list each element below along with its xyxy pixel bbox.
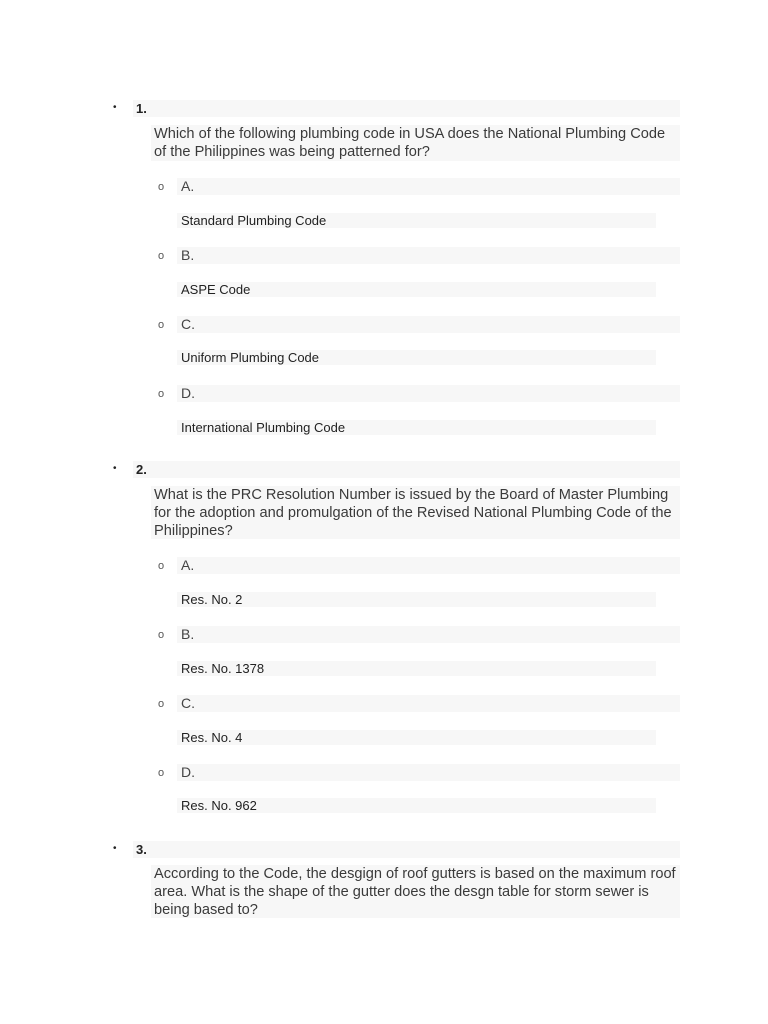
option-letter: C. [181,695,195,711]
question-number: 1. [136,101,147,116]
option-text: Res. No. 2 [181,592,243,607]
option-text-row [177,592,656,607]
option-letter-row [177,247,680,264]
option-bullet: o [158,181,165,193]
option-letter-row [177,626,680,643]
question-number-row [133,461,680,478]
option-text-row [177,282,656,297]
option-text-row [177,350,656,365]
option-letter-row [177,178,680,195]
option-letter-row [177,557,680,574]
question-number-row [133,100,680,117]
option-bullet: o [158,767,165,779]
option-letter: C. [181,316,195,332]
option-letter: D. [181,764,195,780]
option-letter-row [177,316,680,333]
option-text: Res. No. 4 [181,730,243,745]
option-text-row [177,213,656,228]
question-text: What is the PRC Resolution Number is issued by the Board of Master Plumbing for the adoption and promulgation of the Revised National Plumbing Code of the Philippines? [151,486,680,539]
option-text: International Plumbing Code [181,420,346,435]
option-text: Standard Plumbing Code [181,213,327,228]
question-number: 2. [136,462,147,477]
option-text: Res. No. 962 [181,798,257,813]
question-text: According to the Code, the desgign of roof gutters is based on the maximum roof area. What is the shape of the gutter does the desgn table for storm sewer is being based to? [151,865,680,918]
option-text-row [177,798,656,813]
option-bullet: o [158,629,165,641]
option-letter-row [177,764,680,781]
option-letter: B. [181,247,195,263]
option-letter: A. [181,557,195,573]
question-bullet: • [113,463,117,474]
question-bullet: • [113,102,117,113]
option-bullet: o [158,388,165,400]
option-text-row [177,730,656,745]
option-text-row [177,420,656,435]
option-letter: B. [181,626,195,642]
question-number-row [133,841,680,858]
option-text: Uniform Plumbing Code [181,350,320,365]
option-bullet: o [158,319,165,331]
option-bullet: o [158,560,165,572]
option-letter: D. [181,385,195,401]
option-bullet: o [158,698,165,710]
question-bullet: • [113,843,117,854]
option-letter: A. [181,178,195,194]
option-text: ASPE Code [181,282,251,297]
option-letter-row [177,695,680,712]
question-text: Which of the following plumbing code in USA does the National Plumbing Code of the Philippines was being patterned for? [151,125,680,161]
option-text-row [177,661,656,676]
question-number: 3. [136,842,147,857]
option-text: Res. No. 1378 [181,661,265,676]
option-bullet: o [158,250,165,262]
option-letter-row [177,385,680,402]
